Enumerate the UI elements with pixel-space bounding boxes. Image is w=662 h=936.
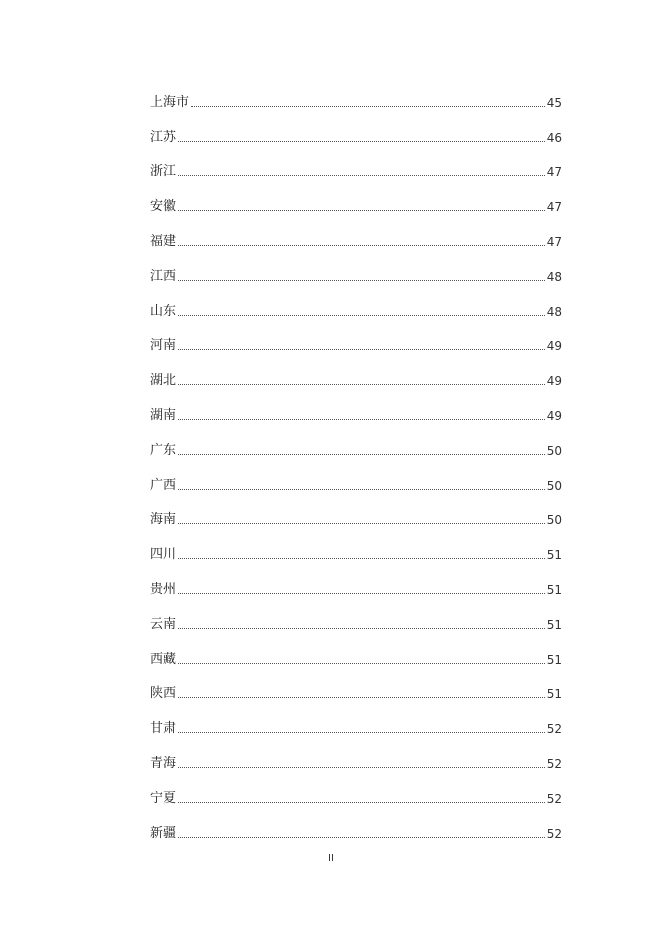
toc-entry-page: 47 (546, 165, 562, 180)
toc-entry-page: 49 (546, 374, 562, 389)
page-number: II (328, 853, 334, 864)
toc-entry-page: 51 (546, 617, 562, 632)
toc-entry-page: 51 (546, 652, 562, 667)
toc-entry-label: 四川 (150, 547, 177, 563)
toc-entry[interactable] (150, 122, 562, 157)
toc-entry-page: 50 (546, 443, 562, 458)
toc-dot-leader (178, 801, 545, 803)
toc-entry-page: 48 (546, 269, 562, 284)
toc-entry[interactable] (150, 191, 562, 226)
toc-dot-leader (178, 522, 545, 524)
toc-entry[interactable] (150, 713, 562, 748)
toc-dot-leader (178, 279, 545, 281)
toc-entry-label: 云南 (150, 616, 177, 632)
toc-entry-page: 51 (546, 582, 562, 597)
toc-entry[interactable] (150, 574, 562, 609)
toc-entry[interactable] (150, 331, 562, 366)
toc-entry-page: 49 (546, 339, 562, 354)
toc-entry[interactable] (150, 435, 562, 470)
toc-dot-leader (178, 314, 545, 316)
toc-dot-leader (178, 766, 545, 768)
toc-entry[interactable] (150, 609, 562, 644)
toc-entry[interactable] (150, 157, 562, 192)
toc-entry-page: 48 (546, 304, 562, 319)
toc-entry-page: 47 (546, 234, 562, 249)
toc-dot-leader (178, 418, 545, 420)
toc-entry-page: 51 (546, 548, 562, 563)
toc-entry-label: 上海市 (150, 94, 190, 110)
toc-dot-leader (178, 244, 545, 246)
toc-entry-page: 50 (546, 478, 562, 493)
toc-dot-leader (178, 836, 545, 838)
toc-dot-leader (178, 731, 545, 733)
toc-dot-leader (178, 140, 545, 142)
toc-entry[interactable] (150, 365, 562, 400)
toc-entry-page: 45 (546, 95, 562, 110)
table-of-contents (150, 87, 562, 853)
toc-entry-page: 50 (546, 513, 562, 528)
toc-entry[interactable] (150, 87, 562, 122)
toc-entry-label: 青海 (150, 755, 177, 771)
toc-dot-leader (178, 627, 545, 629)
toc-dot-leader (178, 174, 545, 176)
toc-dot-leader (178, 348, 545, 350)
toc-entry-label: 江西 (150, 268, 177, 284)
toc-entry-label: 新疆 (150, 825, 177, 841)
toc-entry-page: 52 (546, 826, 562, 841)
toc-dot-leader (178, 592, 545, 594)
toc-entry-label: 浙江 (150, 164, 177, 180)
toc-entry[interactable] (150, 679, 562, 714)
toc-entry[interactable] (150, 400, 562, 435)
toc-entry-label: 江苏 (150, 129, 177, 145)
toc-entry-label: 湖南 (150, 407, 177, 423)
toc-entry[interactable] (150, 261, 562, 296)
toc-entry-label: 广西 (150, 477, 177, 493)
toc-entry[interactable] (150, 505, 562, 540)
toc-entry-label: 贵州 (150, 581, 177, 597)
toc-entry-label: 西藏 (150, 651, 177, 667)
toc-entry-label: 甘肃 (150, 721, 177, 737)
toc-entry-page: 49 (546, 408, 562, 423)
toc-entry[interactable] (150, 818, 562, 853)
toc-entry[interactable] (150, 783, 562, 818)
toc-entry[interactable] (150, 226, 562, 261)
toc-entry-label: 安徽 (150, 199, 177, 215)
toc-entry-label: 福建 (150, 233, 177, 249)
toc-entry-page: 52 (546, 756, 562, 771)
toc-entry-page: 46 (546, 130, 562, 145)
toc-entry-label: 陕西 (150, 686, 177, 702)
toc-entry-page: 52 (546, 791, 562, 806)
toc-dot-leader (178, 488, 545, 490)
toc-entry-label: 山东 (150, 303, 177, 319)
toc-entry-label: 宁夏 (150, 790, 177, 806)
toc-entry[interactable] (150, 296, 562, 331)
toc-entry[interactable] (150, 644, 562, 679)
toc-entry-page: 51 (546, 687, 562, 702)
toc-entry-page: 52 (546, 722, 562, 737)
toc-entry-label: 湖北 (150, 373, 177, 389)
toc-dot-leader (191, 105, 545, 107)
toc-entry[interactable] (150, 539, 562, 574)
toc-dot-leader (178, 453, 545, 455)
toc-entry[interactable] (150, 470, 562, 505)
toc-entry-label: 广东 (150, 442, 177, 458)
toc-entry-label: 海南 (150, 512, 177, 528)
toc-dot-leader (178, 696, 545, 698)
toc-entry-label: 河南 (150, 338, 177, 354)
toc-dot-leader (178, 209, 545, 211)
toc-entry-page: 47 (546, 200, 562, 215)
toc-entry[interactable] (150, 748, 562, 783)
toc-dot-leader (178, 557, 545, 559)
toc-dot-leader (178, 383, 545, 385)
toc-dot-leader (178, 662, 545, 664)
